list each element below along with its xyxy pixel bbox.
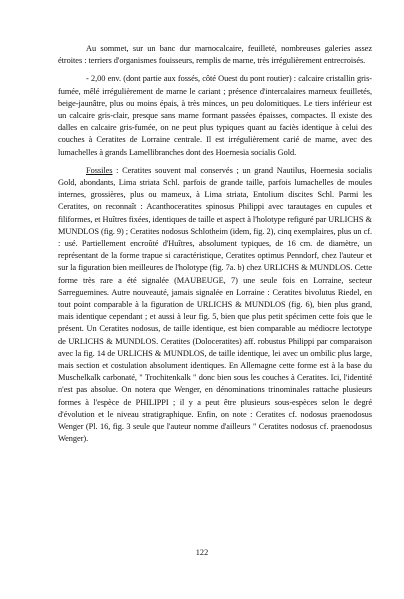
- paragraph-1: Au sommet, sur un banc dur marnocalcaire, feuilleté, nombreuses galeries assez étroites : terriers d'organismes fouisseurs, remplis de marne, très irrégulièrement entrecroisés.: [58, 44, 372, 66]
- paragraph-3: [58, 165, 372, 446]
- paragraph-3-body: : Ceratites souvent mal conservés ; un grand Nautilus, Hoernesia socialis Gold, abondants, Lima striata Schl. parfois de grande taille, parfois lumachelles de moules internes, grossières, plus ou mameux, à Lima striata, Entolium discites Schl. Parmi les Ceratites, on reconnaît : Acanthoceratites spinosus Philippi avec tarautages en cupules et filiformes, et Huîtres fixées, identiques de taille et aspect à l'holotype refiguré par URLICHS & MUNDLOS (fig. 9) ; Ceratites nodosus Schlotheim (idem, fig. 2), cinq exemplaires, plus un cf. : usé. Partiellement encroûté d'Huîtres, absolument typiques, de 16 cm. de diamètre, un représentant de la forme trapue si caractéristique, Ceratites optimus Penndorf, chez l'auteur et sur la figuration bien meilleures de l'holotype (fig. 7a. b) chez URLICHS & MUNDLOS. Cette forme très rare a été signalée (MAUBEUGE, 7) une seule fois en Lorraine, secteur Sarreguemines. Autre nouveauté, jamais signalée en Lorraine : Ceratites bivolutus Riedel, en tout point comparable à la figuration de URLICHS & MUNDLOS (fig. 6), bien plus grand, mais identique cependant ; et aussi à leur fig. 5, bien que plus petit spécimen cette fois que le présent. Un Ceratites nodosus, de taille identique, est bien comparable au médiocre lectotype de URLICHS & MUNDLOS. Ceratites (Doloceratites) aff. robustus Philippi par comparaison avec la fig. 14 de URLICHS & MUNDLOS, de taille identique, lei avec un ombilic plus large, mais section et costulation absolument identiques. En Allemagne cette forme est à la base du Muschelkalk carbonaté, " Trochitenkalk " donc bien sous les couches à Ceratites. Ici, l'identité n'est pas absolue. On notera que Wenger, en dénominations trinominales rattache plusieurs formes à l'espèce de PHILIPPI ; il y a peut être plusieurs sous-espèces selon le degré d'évolution et le niveau stratigraphique. Enfin, on note : Ceratites cf. nodosus praenodosus Wenger (Pl. 16, fig. 3 seule que l'auteur nomme d'ailleurs " Ceratites nodosus cf. praenodosus Wenger).: [58, 165, 372, 444]
- fossiles-label: Fossiles: [86, 165, 113, 175]
- paragraph-2: - 2,00 env. (dont partie aux fossés, côté Ouest du pont routier) : calcaire cristallin gris-fumée, mêlé irrégulièrement de marne le cariant ; présence d'intercalaires marneux feuilletés, beige-jaunâtre, plus ou moins épais, à très minces, un peu dolomitiques. Le tiers inférieur est un calcaire gris-clair, presque sans marne formant passées épaisses, compactes. Il existe des dalles en calcaire gris-fumée, on ne peut plus typiques quant au faciès identique à celui des couches à Ceratites de Lorraine centrale. Il est irrégulièrement carié de marne, avec des lumachelles à grands Lamellibranches dont des Hoernesia socialis Gold.: [58, 74, 372, 157]
- body-text: [58, 43, 372, 446]
- page-number: 122: [195, 548, 209, 557]
